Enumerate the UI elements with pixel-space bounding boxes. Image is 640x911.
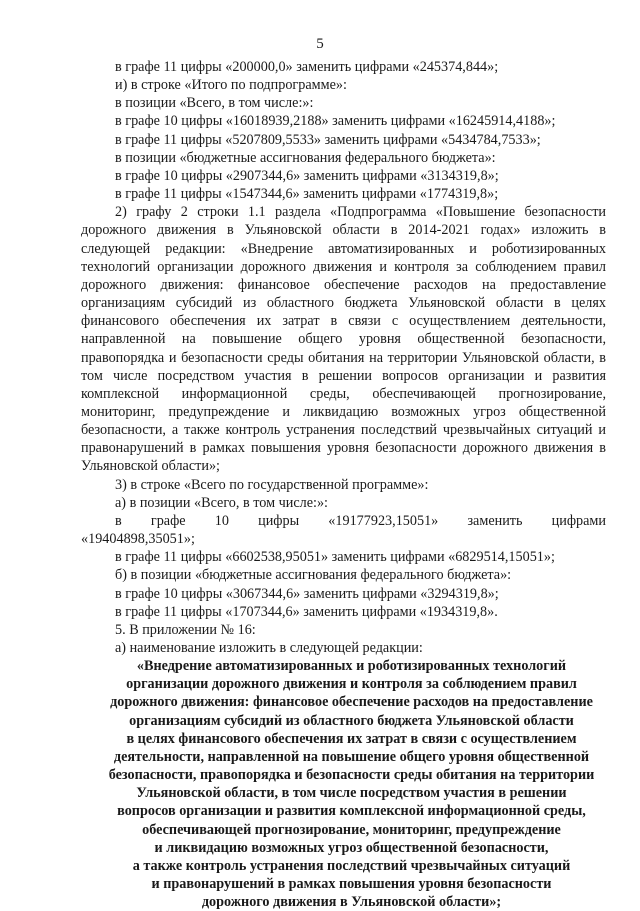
amendment-line: в графе 11 цифры «5207809,5533» заменить цифрами «5434784,7533»; xyxy=(115,131,541,148)
appendix-title-line: и ликвидацию возможных угроз общественной безопасности, xyxy=(154,839,549,856)
appendix-title xyxy=(81,657,606,911)
appendix-title-line: организации дорожного движения и контроля за соблюдением правил xyxy=(126,676,577,693)
appendix-title-line: «Внедрение автоматизированных и роботизированных технологий xyxy=(136,658,567,675)
appendix-title-line: вопросов организации и развития комплексной информационной среды, xyxy=(117,803,586,820)
document-body xyxy=(81,58,606,911)
amendment-line: в позиции «бюджетные ассигнования федерального бюджета»: xyxy=(115,149,496,166)
amendment-line: в графе 10 цифры «3067344,6» заменить цифрами «3294319,8»; xyxy=(115,585,499,602)
amendment-line: 5. В приложении № 16: xyxy=(115,621,256,638)
amendment-line: в графе 11 цифры «1547344,6» заменить цифрами «1774319,8»; xyxy=(115,186,499,203)
appendix-title-line: обеспечивающей прогнозирование, мониторинг, предупреждение xyxy=(142,821,561,838)
amendment-line: в графе 11 цифры «200000,0» заменить цифрами «245374,844»; xyxy=(115,59,499,75)
amendment-line: б) в позиции «бюджетные ассигнования федерального бюджета»: xyxy=(115,567,512,584)
amendment-line: в графе 11 цифры «6602538,95051» заменить цифрами «6829514,15051»; xyxy=(115,549,555,566)
paragraph-2: 2) графу 2 строки 1.1 раздела «Подпрограмма «Повышение безопасности дорожного движения в Ульяновской области в 2014-2021 годах» изложить в следующей редакции: «Внедрение автоматизированных и роботизированных технологий организации дорожного движения и контроля за соблюдением правил дорожного движения: финансовое обеспечение расходов на предоставление организациям субсидий из областного бюджета Ульяновской области в целях финансового обеспечения их затрат в связи с осуществлением деятельности, направленной на повышение общего уровня общественной безопасности, правопорядка и безопасности среды обитания на территории Ульяновской области, в том числе посредством участия в решении вопросов организации и развития комплексной информационной среды, обеспечивающей прогнозирование, мониторинг, предупреждение и ликвидацию возможных угроз общественной безопасности, а также контроль устранения последствий чрезвычайных ситуаций и правонарушений в рамках повышения уровня безопасности дорожного движения в Ульяновской области»; xyxy=(81,204,606,475)
amendment-line: и) в строке «Итого по подпрограмме»: xyxy=(115,77,347,94)
amendment-line: в графе 10 цифры «2907344,6» заменить цифрами «3134319,8»; xyxy=(115,167,499,184)
page-number: 5 xyxy=(316,36,324,52)
appendix-title-line: дорожного движения: финансовое обеспечение расходов на предоставление xyxy=(110,694,593,711)
appendix-title-line: безопасности, правопорядка и безопасности среды обитания на территории xyxy=(108,767,595,784)
amendment-line: в графе 10 цифры «16018939,2188» заменить цифрами «16245914,4188»; xyxy=(115,113,556,130)
appendix-title-line: и правонарушений в рамках повышения уровня безопасности xyxy=(151,876,552,893)
amendment-line: а) в позиции «Всего, в том числе:»: xyxy=(115,494,328,511)
appendix-title-line: а также контроль устранения последствий чрезвычайных ситуаций xyxy=(132,857,571,874)
amendment-line: в графе 11 цифры «1707344,6» заменить цифрами «1934319,8». xyxy=(115,603,498,620)
paragraph-3b: в графе 10 цифры «19177923,15051» заменить цифрами «19404898,35051»; xyxy=(81,512,606,548)
appendix-title-line: дорожного движения в Ульяновской области»; xyxy=(201,894,502,911)
amendment-line: а) наименование изложить в следующей редакции: xyxy=(115,640,423,656)
amendment-line: в позиции «Всего, в том числе:»: xyxy=(115,95,314,112)
appendix-title-line: организациям субсидий из областного бюджета Ульяновской области xyxy=(129,712,574,729)
appendix-title-line: в целях финансового обеспечения их затрат в связи с осуществлением xyxy=(126,730,577,747)
appendix-title-line: Ульяновской области, в том числе посредством участия в решении xyxy=(136,785,567,802)
amendment-line: 3) в строке «Всего по государственной программе»: xyxy=(115,476,429,493)
appendix-title-line: деятельности, направленной на повышение общего уровня общественной xyxy=(113,748,590,765)
